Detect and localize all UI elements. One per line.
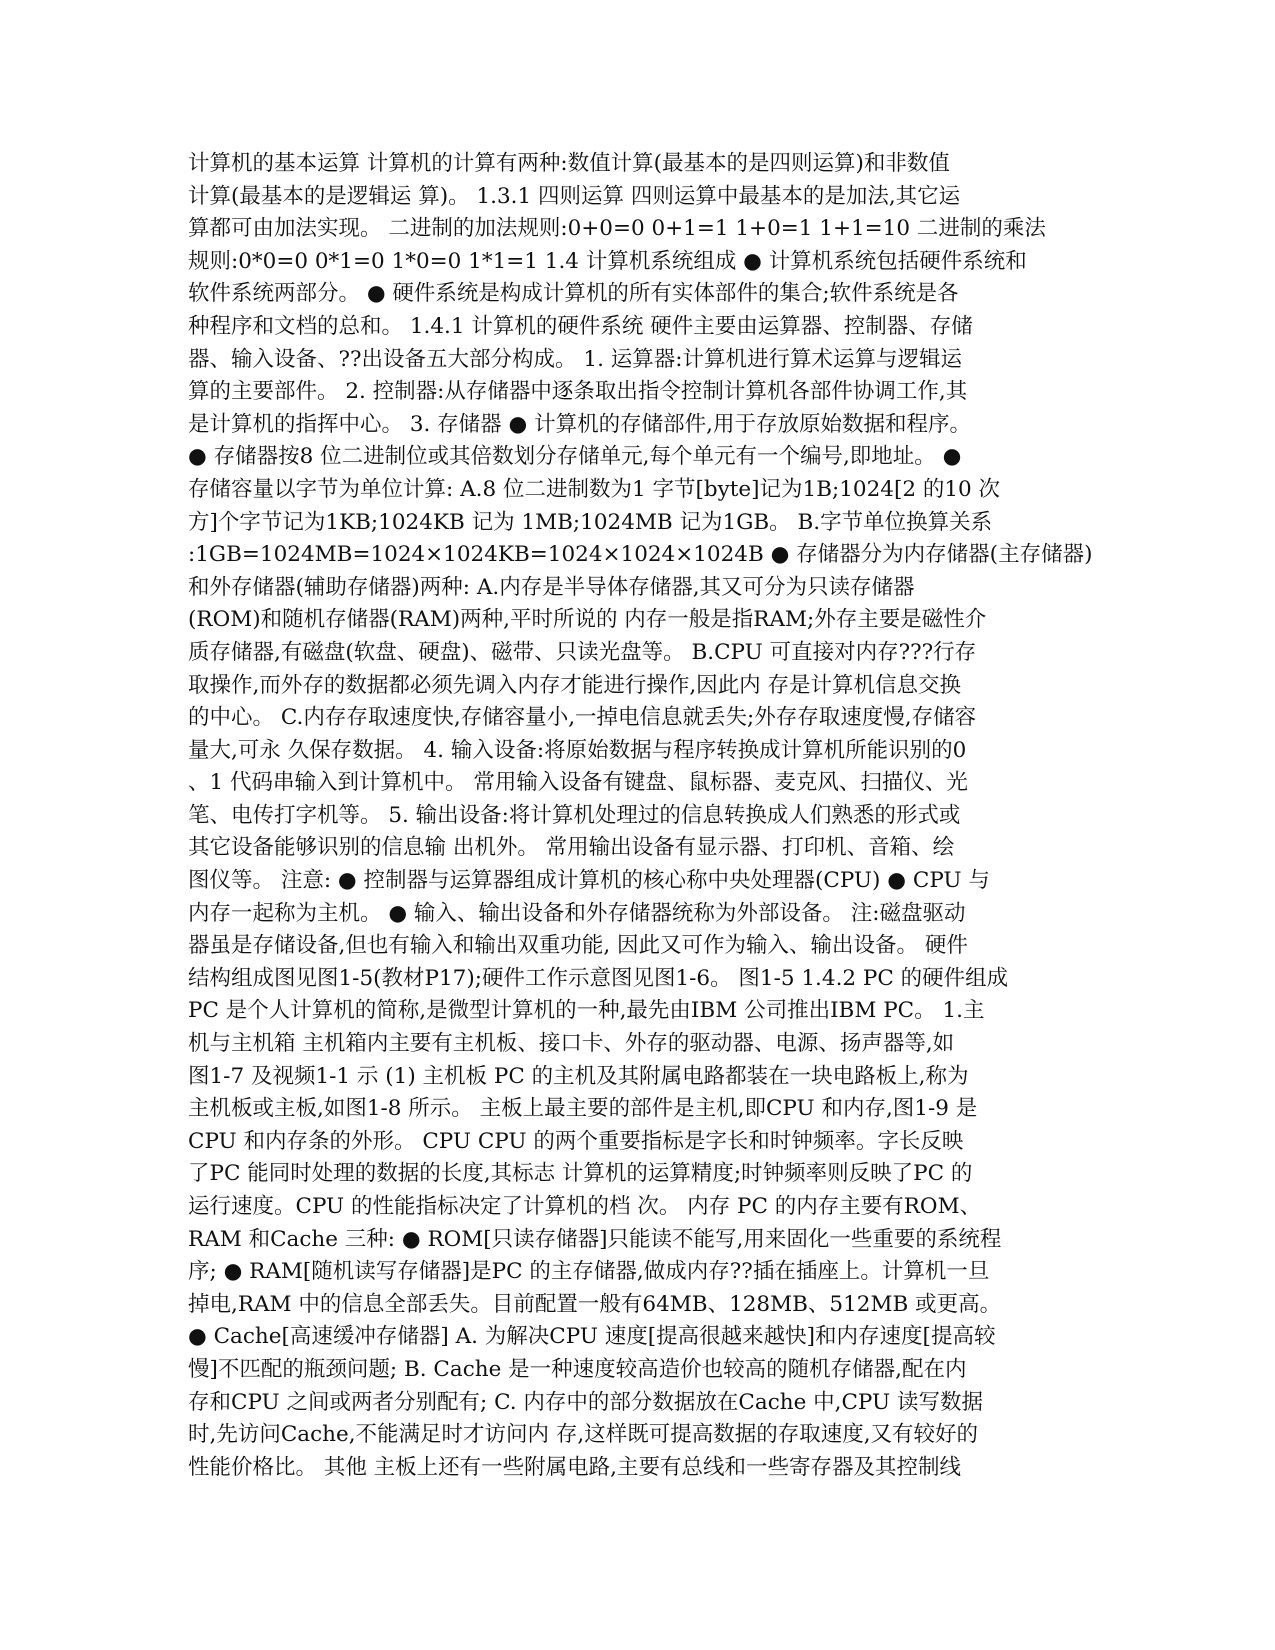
text-line: 软件系统两部分。 ● 硬件系统是构成计算机的所有实体部件的集合;软件系统是各 xyxy=(188,281,959,307)
text-line: 笔、电传打字机等。 5. 输出设备:将计算机处理过的信息转换成人们熟悉的形式或 xyxy=(188,802,961,828)
text-line: 主机板或主板,如图1-8 所示。 主板上最主要的部件是主机,即CPU 和内存,图1-9 是 xyxy=(188,1096,978,1122)
text-line: 存储容量以字节为单位计算: A.8 位二进制数为1 字节[byte]记为1B;1024[2 的10 次 xyxy=(188,476,1001,502)
text-line: 器、输入设备、??出设备五大部分构成。 1. 运算器:计算机进行算术运算与逻辑运 xyxy=(188,346,962,372)
text-line: 计算(最基本的是逻辑运 算)。 1.3.1 四则运算 四则运算中最基本的是加法,其它运 xyxy=(188,183,961,209)
text-line: 是计算机的指挥中心。 3. 存储器 ● 计算机的存储部件,用于存放原始数据和程序。 xyxy=(188,411,971,437)
text-line: 规则:0*0=0 0*1=0 1*0=0 1*1=1 1.4 计算机系统组成 ● 计算机系统包括硬件系统和 xyxy=(188,248,1027,274)
text-line: 内存一起称为主机。 ● 输入、输出设备和外存储器统称为外部设备。 注:磁盘驱动 xyxy=(188,900,966,926)
text-line: 时,先访问Cache,不能满足时才访问内 存,这样既可提高数据的存取速度,又有较好的 xyxy=(188,1422,979,1448)
text-line: 掉电,RAM 中的信息全部丢失。目前配置一般有64MB、128MB、512MB 或更高。 xyxy=(188,1291,1002,1317)
text-line: ● Cache[高速缓冲存储器] A. 为解决CPU 速度[提高很越来越快]和内存速度[提高较 xyxy=(188,1324,996,1350)
text-line: 种程序和文档的总和。 1.4.1 计算机的硬件系统 硬件主要由运算器、控制器、存储 xyxy=(188,313,973,339)
text-line: 性能价格比。 其他 主板上还有一些附属电路,主要有总线和一些寄存器及其控制线 xyxy=(188,1454,962,1480)
text-line: RAM 和Cache 三种: ● ROM[只读存储器]只能读不能写,用来固化一些重要的系统程 xyxy=(188,1226,1002,1252)
text-line: 运行速度。CPU 的性能指标决定了计算机的档 次。 内存 PC 的内存主要有ROM、 xyxy=(188,1194,982,1219)
text-line: 的中心。 C.内存存取速度快,存储容量小,一掉电信息就丢失;外存存取速度慢,存储容 xyxy=(188,705,977,731)
text-line: PC 是个人计算机的简称,是微型计算机的一种,最先由IBM 公司推出IBM PC。 1.主 xyxy=(188,998,985,1024)
text-line: 机与主机箱 主机箱内主要有主机板、接口卡、外存的驱动器、电源、扬声器等,如 xyxy=(188,1031,955,1057)
text-line: 和外存储器(辅助存储器)两种: A.内存是半导体存储器,其又可分为只读存储器 xyxy=(188,574,915,600)
text-line: 存和CPU 之间或两者分别配有; C. 内存中的部分数据放在Cache 中,CPU 读写数据 xyxy=(188,1389,983,1415)
text-line: 算都可由加法实现。 二进制的加法规则:0+0=0 0+1=1 1+0=1 1+1=10 二进制的乘法 xyxy=(188,216,1046,242)
text-line: 图仪等。 注意: ● 控制器与运算器组成计算机的核心称中央处理器(CPU) ● CPU 与 xyxy=(188,868,990,894)
text-line: 取操作,而外存的数据都必须先调入内存才能进行操作,因此内 存是计算机信息交换 xyxy=(188,672,962,698)
text-line: 质存储器,有磁盘(软盘、硬盘)、磁带、只读光盘等。 B.CPU 可直接对内存???行存 xyxy=(188,639,977,665)
text-line: (ROM)和随机存储器(RAM)两种,平时所说的 内存一般是指RAM;外存主要是磁性介 xyxy=(188,607,987,633)
text-line: 方]个字节记为1KB;1024KB 记为 1MB;1024MB 记为1GB。 B.字节单位换算关系 xyxy=(188,509,993,535)
text-line: :1GB=1024MB=1024×1024KB=1024×1024×1024B ● 存储器分为内存储器(主存储器) xyxy=(188,542,1093,568)
text-line: 算的主要部件。 2. 控制器:从存储器中逐条取出指令控制计算机各部件协调工作,其 xyxy=(188,379,968,405)
text-line: ● 存储器按8 位二进制位或其倍数划分存储单元,每个单元有一个编号,即地址。 ● xyxy=(188,444,962,470)
text-line: 了PC 能同时处理的数据的长度,其标志 计算机的运算精度;时钟频率则反映了PC 的 xyxy=(188,1161,973,1187)
text-line: 其它设备能够识别的信息输 出机外。 常用输出设备有显示器、打印机、音箱、绘 xyxy=(188,835,955,861)
text-line: CPU 和内存条的外形。 CPU CPU 的两个重要指标是字长和时钟频率。字长反映 xyxy=(188,1128,964,1154)
text-line: 计算机的基本运算 计算机的计算有两种:数值计算(最基本的是四则运算)和非数值 xyxy=(188,151,950,176)
text-line: 量大,可永 久保存数据。 4. 输入设备:将原始数据与程序转换成计算机所能识别的0 xyxy=(188,737,967,763)
text-line: 器虽是存储设备,但也有输入和输出双重功能, 因此又可作为输入、输出设备。 硬件 xyxy=(188,933,968,959)
text-line: 图1-7 及视频1-1 示 (1) 主机板 PC 的主机及其附属电路都装在一块电路板上,称为 xyxy=(188,1063,969,1089)
text-line: 慢]不匹配的瓶颈问题; B. Cache 是一种速度较高造价也较高的随机存储器,配在内 xyxy=(188,1356,967,1382)
text-line: 序; ● RAM[随机读写存储器]是PC 的主存储器,做成内存??插在插座上。计算机一旦 xyxy=(188,1259,990,1285)
text-line: 结构组成图见图1-5(教材P17);硬件工作示意图见图1-6。 图1-5 1.4.2 PC 的硬件组成 xyxy=(188,965,1009,991)
body-text xyxy=(188,148,1098,1484)
text-line: 、1 代码串输入到计算机中。 常用输入设备有键盘、鼠标器、麦克风、扫描仪、光 xyxy=(188,770,968,796)
